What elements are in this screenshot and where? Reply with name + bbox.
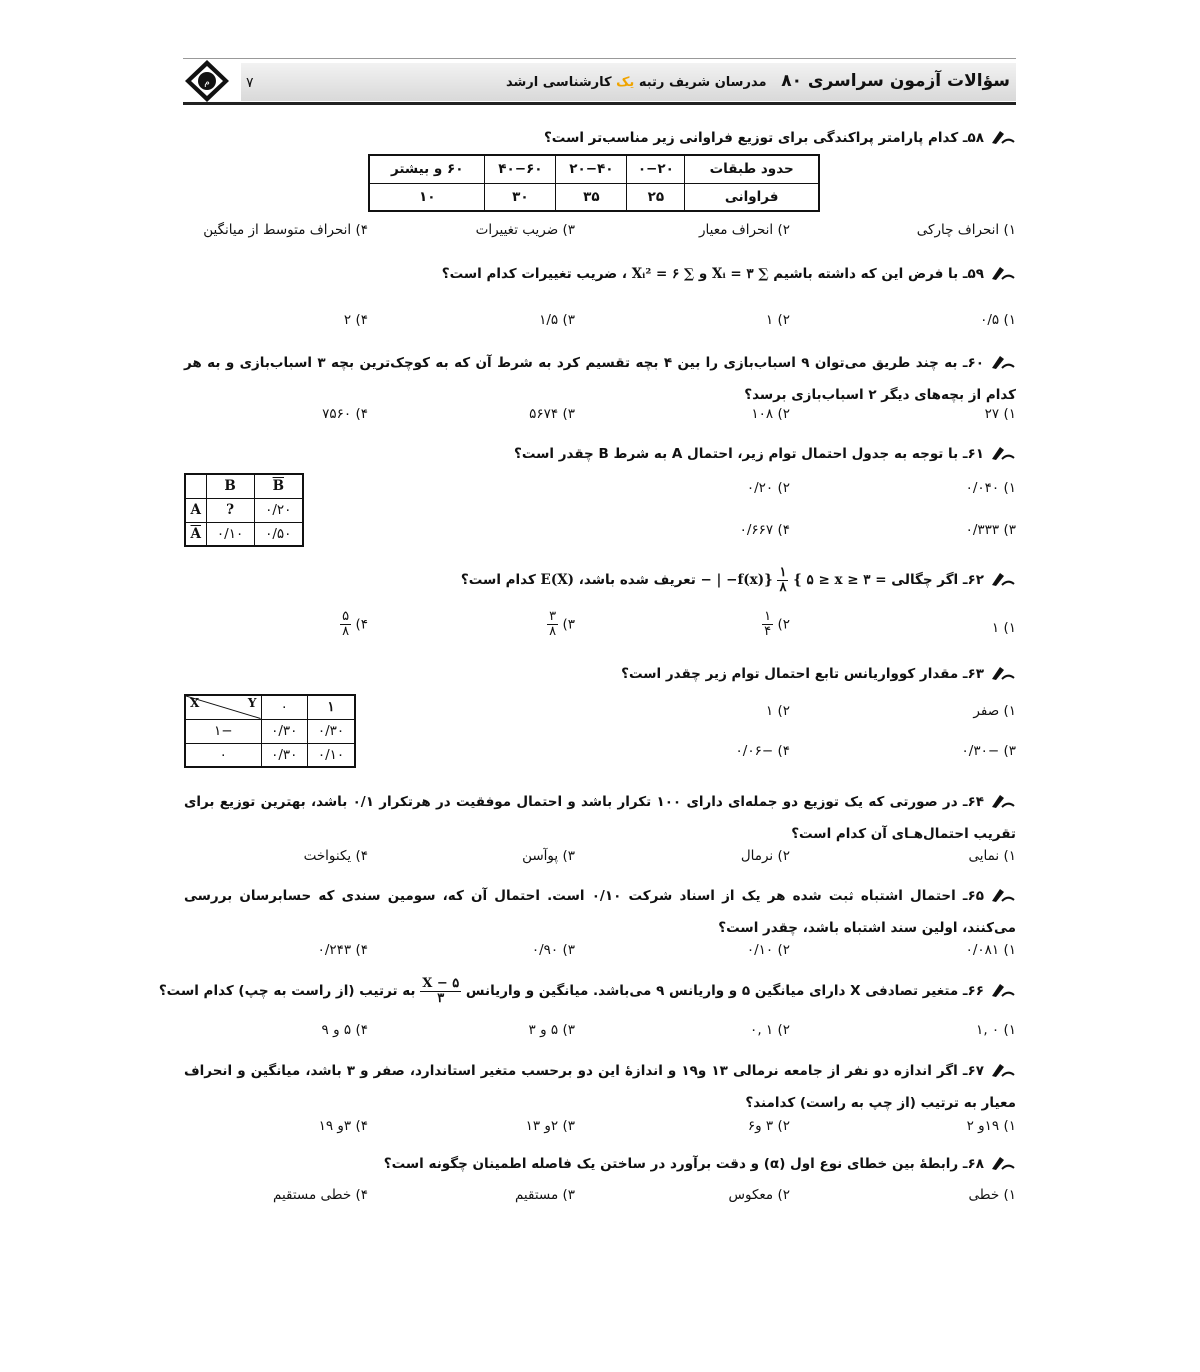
question-text: ۵۹ـ با فرض این که داشته باشیم <box>773 266 984 282</box>
option-4[interactable]: ۴) −۰/۰۶ <box>735 743 790 759</box>
pen-icon <box>990 265 1016 281</box>
question-text: ۶۴ـ در صورتی که یک توزیع دو جمله‌ای دارای ۱۰۰ تکرار باشد و احتمال موفقیت در هرتکرار ۰/۱ باشد، بهترین توزیع برای تقریب احتمال‌هـای آن کدام است؟ <box>184 794 1016 842</box>
table-cell: حدود طبقات <box>685 155 819 183</box>
table-cell: ? <box>206 498 254 522</box>
table-cell: B <box>206 474 254 498</box>
option-3[interactable]: ۳) پوآسن <box>522 848 575 864</box>
question-text: ۵۸ـ کدام پارامتر پراکندگی برای توزیع فراوانی زیر مناسب‌تر است؟ <box>543 130 984 146</box>
pen-icon <box>990 354 1016 370</box>
table-cell: ۱۰ <box>369 183 485 211</box>
option-2[interactable]: ۲) ۱۰۸ <box>751 406 790 422</box>
table-cell: ۳۰ <box>485 183 556 211</box>
table-cell <box>185 474 206 498</box>
option-3[interactable]: ۳) ۰/۳۳۳ <box>965 522 1016 538</box>
question-68 <box>384 1154 1016 1174</box>
option-3[interactable]: ۳) ۵۶۷۴ <box>529 406 575 422</box>
option-4[interactable]: ۴) ۰/۶۶۷ <box>739 522 790 538</box>
table-cell: ۰/۳۰ <box>308 719 355 743</box>
option-2[interactable]: ۲) ۱ ,۰ <box>750 1022 790 1038</box>
question-67 <box>184 1055 1016 1119</box>
option-1[interactable]: ۱) ۰ ,۱ <box>976 1022 1016 1038</box>
question-text: ۶۶ـ متغیر تصادفی X دارای میانگین ۵ و واریانس ۹ می‌باشد. میانگین و واریانس <box>465 983 984 999</box>
table-cell: ۰/۱۰ <box>206 522 254 546</box>
frequency-table <box>368 154 820 212</box>
option-1[interactable]: ۱) خطی <box>968 1187 1016 1203</box>
option-2[interactable]: ۲) ۱ <box>765 703 790 719</box>
pen-icon <box>990 793 1016 809</box>
option-4[interactable]: ۴) ۰/۲۴۳ <box>317 942 368 958</box>
option-1[interactable]: ۱) نمایی <box>968 848 1016 864</box>
option-3[interactable]: ۳) $\frac{۳}{۸}$ <box>549 609 575 639</box>
question-text: ۶۰ـ به چند طریق می‌توان ۹ اسباب‌بازی را بین ۴ بچه تقسیم کرد به شرط آن که به کوچک‌ترین بچه ۳ اسباب‌بازی و به هر کدام از بچه‌های دیگر ۲ اسباب‌بازی برسد؟ <box>184 355 1016 403</box>
option-1[interactable]: ۱) صفر <box>973 703 1016 719</box>
option-2[interactable]: ۲) ۰/۲۰ <box>746 480 790 496</box>
table-cell: ۲۰−۴۰ <box>556 155 627 183</box>
question-65 <box>184 880 1016 944</box>
table-corner-cell: X Y <box>185 695 261 719</box>
page-title: سؤالات آزمون سراسری ۸۰ <box>781 71 1010 91</box>
option-1[interactable]: ۱) ۱ <box>991 620 1016 636</box>
option-2[interactable]: ۲) معکوس <box>728 1187 790 1203</box>
table-cell: ۰/۲۰ <box>254 498 303 522</box>
table-cell: −۱ <box>185 719 261 743</box>
option-4[interactable]: ۴) خطی مستقیم <box>272 1187 368 1203</box>
question-63 <box>621 664 1016 684</box>
pen-icon <box>990 129 1016 145</box>
question-text: ، ضریب تغییرات کدام است؟ <box>441 266 627 282</box>
option-3[interactable]: ۳) ۲و ۱۳ <box>525 1118 575 1134</box>
table-cell: ۰/۳۰ <box>261 719 308 743</box>
table-cell: ۴۰−۶۰ <box>485 155 556 183</box>
option-3[interactable]: ۳) مستقیم <box>514 1187 575 1203</box>
table-row <box>185 522 303 546</box>
option-1[interactable]: ۱) ۰/۰۸۱ <box>965 942 1016 958</box>
question-text: کدام است؟ <box>460 572 536 588</box>
pen-icon <box>990 665 1016 681</box>
svg-text:م: م <box>204 78 210 88</box>
table-row <box>369 183 819 211</box>
pen-icon <box>990 982 1016 998</box>
pen-icon <box>990 445 1016 461</box>
option-3[interactable]: ۳) −۰/۳۰ <box>961 743 1016 759</box>
question-text: ۶۲ـ اگر چگالی <box>891 572 984 588</box>
table-cell: ۲۵ <box>627 183 685 211</box>
question-59 <box>442 262 1016 286</box>
option-3[interactable]: ۳) ضریب تغییرات <box>475 222 575 238</box>
table-row <box>185 719 355 743</box>
option-4[interactable]: ۴) انحراف متوسط از میانگین <box>203 222 368 238</box>
option-2[interactable]: ۲) $\frac{۱}{۴}$ <box>764 609 790 639</box>
option-4[interactable]: ۴) ۲ <box>343 312 368 328</box>
page-header <box>183 58 1016 105</box>
option-4[interactable]: ۴) یکنواخت <box>303 848 368 864</box>
density-formula: = f(x)} $\frac{۱}{۸}$ { ۵ ≥ x ≥ ۳− | − <box>700 565 887 595</box>
sum-formula-2: ∑ Xᵢ² = ۶ <box>631 266 695 282</box>
table-cell: A <box>185 498 206 522</box>
option-1[interactable]: ۱) ۲۷ <box>984 406 1016 422</box>
question-text: ۶۷ـ اگر اندازه دو نفر از جامعه نرمالی ۱۳ و۱۹ و اندازهٔ این دو برحسب متغیر استاندارد، صفر و ۳ باشد، میانگین و انحراف معیار به ترتیب (از چپ به راست) کدامند؟ <box>184 1063 1016 1111</box>
option-2[interactable]: ۲) ۰/۱۰ <box>746 942 790 958</box>
option-4[interactable]: ۴) ۵ و ۹ <box>321 1022 368 1038</box>
option-4[interactable]: ۴) ۷۵۶۰ <box>322 406 368 422</box>
option-1[interactable]: ۱) انحراف چارکی <box>916 222 1016 238</box>
option-1[interactable]: ۱) ۱۹و ۲ <box>966 1118 1016 1134</box>
table-row <box>185 695 355 719</box>
question-66 <box>159 976 1016 1006</box>
table-cell: ۰ <box>261 695 308 719</box>
option-2[interactable]: ۲) ۱ <box>765 312 790 328</box>
option-3[interactable]: ۳) ۱/۵ <box>539 312 575 328</box>
header-brand: مدرسان شریف رتبه یک کارشناسی ارشد <box>506 75 767 90</box>
pen-icon <box>990 1062 1016 1078</box>
table-row <box>369 155 819 183</box>
table-cell: ۱ <box>308 695 355 719</box>
table-cell: A <box>185 522 206 546</box>
sum-formula-1: ∑ Xᵢ = ۳ <box>711 266 769 282</box>
question-60 <box>184 347 1016 411</box>
table-cell: ۳۵ <box>556 183 627 211</box>
option-1[interactable]: ۱) ۰/۰۴۰ <box>965 480 1016 496</box>
joint-probability-table <box>184 473 304 547</box>
option-1[interactable]: ۱) ۰/۵ <box>980 312 1016 328</box>
table-cell: B <box>254 474 303 498</box>
table-row <box>185 498 303 522</box>
question-text: به ترتیب (از راست به چپ) کدام است؟ <box>158 983 416 999</box>
question-text: ۶۱ـ با توجه به جدول احتمال توام زیر، احتمال A به شرط B چقدر است؟ <box>514 446 984 462</box>
question-text: تعریف شده باشد، <box>578 572 696 588</box>
covariance-table <box>184 694 356 768</box>
question-text: و <box>698 266 708 282</box>
option-3[interactable]: ۳) ۵ و ۳ <box>528 1022 575 1038</box>
pen-icon <box>990 1155 1016 1171</box>
table-cell: ۰−۲۰ <box>627 155 685 183</box>
table-cell: ۰/۱۰ <box>308 743 355 767</box>
table-row <box>185 474 303 498</box>
option-2[interactable]: ۲) انحراف معیار <box>699 222 790 238</box>
table-cell: ۰ <box>185 743 261 767</box>
expectation-symbol: E(X) <box>540 572 575 588</box>
publisher-logo-icon <box>183 59 231 103</box>
table-cell: فراوانی <box>685 183 819 211</box>
table-cell: ۶۰ و بیشتر <box>369 155 485 183</box>
question-text: ۶۵ـ احتمال اشتباه ثبت شده هر یک از اسناد شرکت ۰/۱۰ است. احتمال آن که، سومین سندی که حسابرسان بررسی می‌کنند، اولین سند اشتباه باشد، چقدر است؟ <box>184 888 1016 936</box>
pen-icon <box>990 571 1016 587</box>
question-64 <box>184 786 1016 850</box>
standardization-fraction: $\frac{X - ۵}{۳}$ <box>422 975 460 1006</box>
option-4[interactable]: ۴) $\frac{۵}{۸}$ <box>342 609 368 639</box>
option-2[interactable]: ۲) نرمال <box>740 848 790 864</box>
table-row <box>185 743 355 767</box>
table-cell: ۰/۵۰ <box>254 522 303 546</box>
option-3[interactable]: ۳) ۰/۹۰ <box>531 942 575 958</box>
question-text: ۶۸ـ رابطهٔ بین خطای نوع اول (α) و دقت برآورد در ساختن یک فاصله اطمینان چگونه است؟ <box>383 1156 984 1172</box>
question-61 <box>514 444 1016 464</box>
page-number: ۷ <box>246 75 254 91</box>
pen-icon <box>990 887 1016 903</box>
option-2[interactable]: ۲) ۳ و۶ <box>747 1118 790 1134</box>
question-58 <box>544 128 1016 148</box>
question-62 <box>461 566 1016 595</box>
question-text: ۶۳ـ مقدار کوواریانس تابع احتمال توام زیر چقدر است؟ <box>621 666 984 682</box>
table-cell: ۰/۳۰ <box>261 743 308 767</box>
option-4[interactable]: ۴) ۳و ۱۹ <box>318 1118 368 1134</box>
